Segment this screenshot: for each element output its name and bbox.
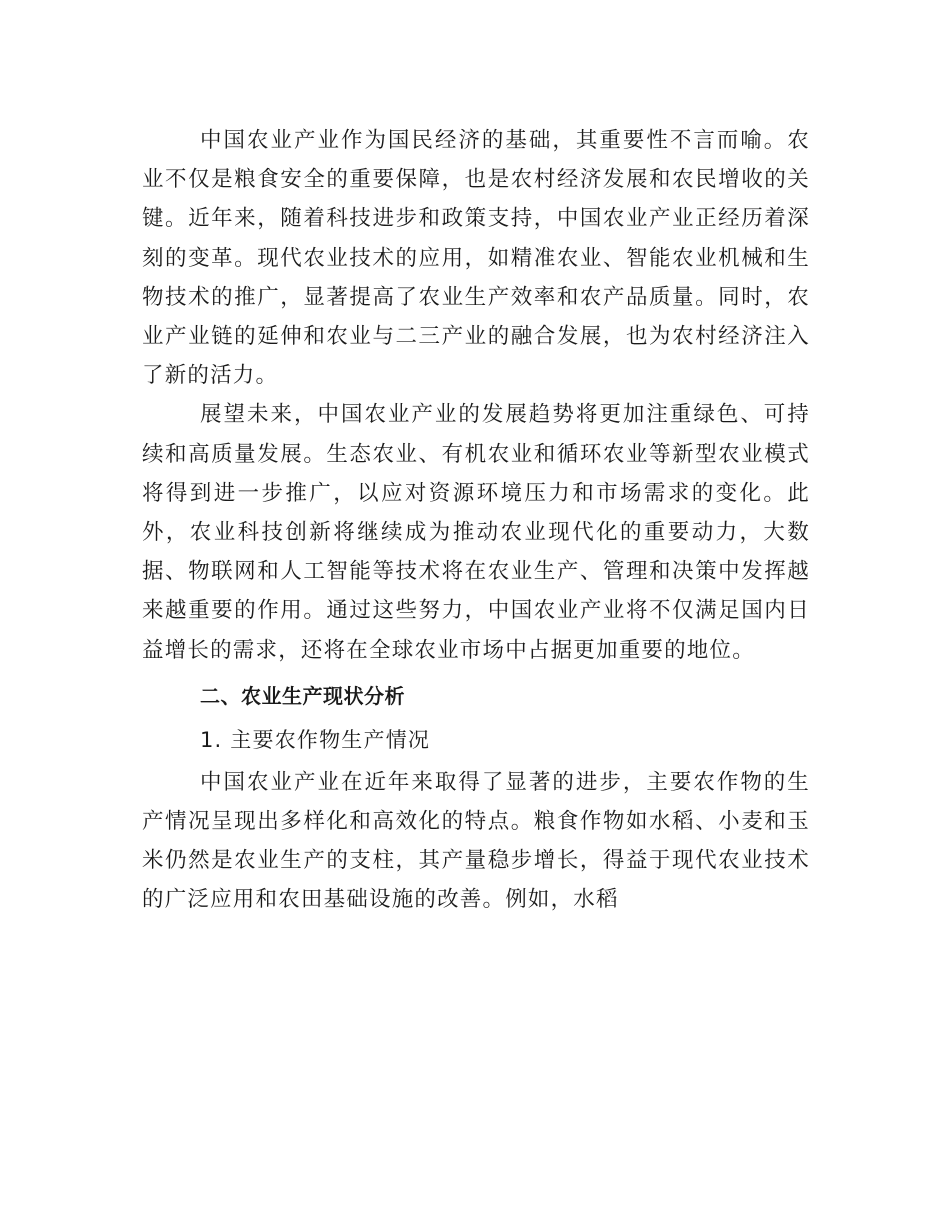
paragraph-crops: 中国农业产业在近年来取得了显著的进步，主要农作物的生产情况呈现出多样化和高效化的特点。粮食作物如水稻、小麦和玉米仍然是农业生产的支柱，其产量稳步增长，得益于现代农业技术的广泛应用和农田基础设施的改善。例如，水稻 [142, 769, 810, 913]
subsection-heading: 1. 主要农作物生产情况 [200, 727, 431, 752]
paragraph-outlook: 展望未来，中国农业产业的发展趋势将更加注重绿色、可持续和高质量发展。生态农业、有机农业和循环农业等新型农业模式将得到进一步推广，以应对资源环境压力和市场需求的变化。此外，农业科技创新将继续成为推动农业现代化的重要动力，大数据、物联网和人工智能等技术将在农业生产、管理和决策中发挥越来越重要的作用。通过这些努力，中国农业产业将不仅满足国内日益增长的需求，还将在全球农业市场中占据更加重要的地位。 [142, 402, 810, 663]
document-body [142, 121, 810, 920]
paragraph-intro: 中国农业产业作为国民经济的基础，其重要性不言而喻。农业不仅是粮食安全的重要保障，也是农村经济发展和农民增收的关键。近年来，随着科技进步和政策支持，中国农业产业正经历着深刻的变革。现代农业技术的应用，如精准农业、智能农业机械和生物技术的推广，显著提高了农业生产效率和农产品质量。同时，农业产业链的延伸和农业与二三产业的融合发展，也为农村经济注入了新的活力。 [142, 128, 810, 389]
section-heading: 二、农业生产现状分析 [200, 683, 405, 708]
